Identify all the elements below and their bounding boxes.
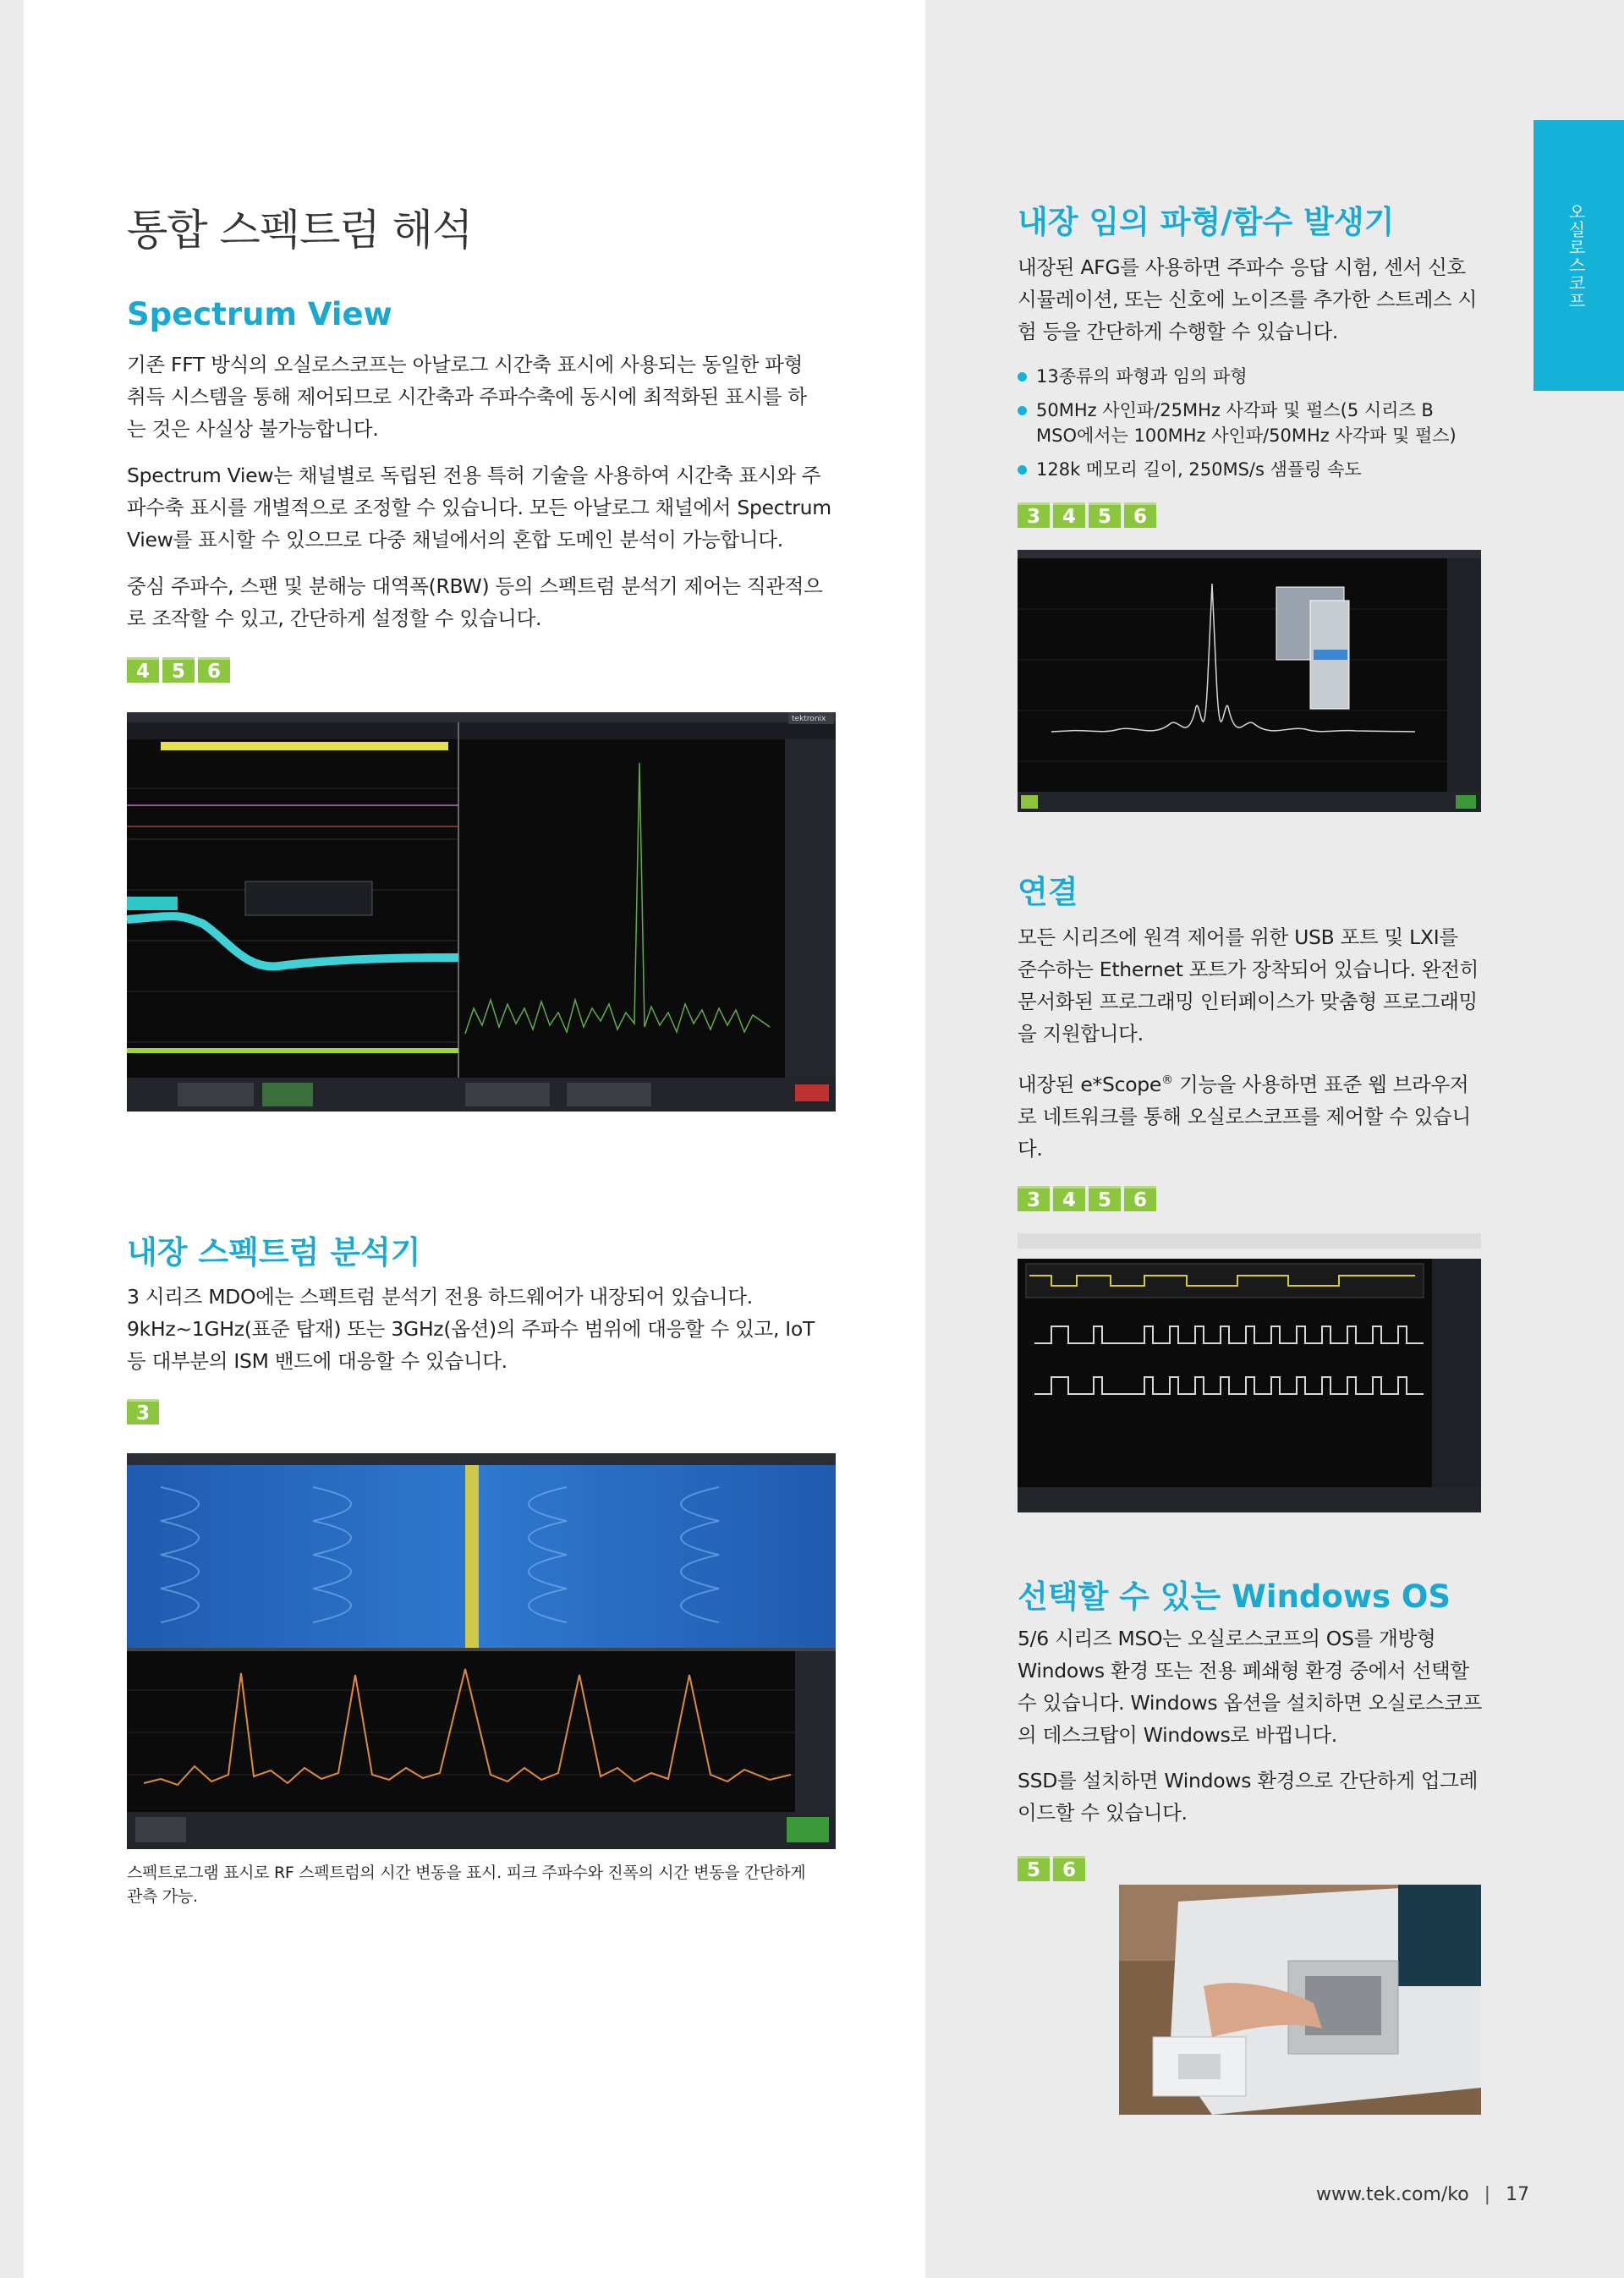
spectrum-view-paragraph-3	[127, 570, 871, 634]
connect-paragraph-2	[1018, 1064, 1491, 1165]
ssd-install-photo	[1119, 1885, 1481, 2115]
list-item-text: MSO에서는 100MHz 사인파/50MHz 사각파 및 펄스)	[1036, 425, 1457, 446]
section-tab-label: 오실로스코프	[1566, 203, 1586, 310]
windows-paragraph-1	[1018, 1622, 1491, 1751]
footer-divider: |	[1484, 2184, 1491, 2205]
footer-url[interactable]: www.tek.com/ko	[1316, 2184, 1469, 2205]
series-badge: 4	[1053, 1186, 1085, 1211]
tektronix-logo: tektronix	[792, 715, 826, 723]
registered-mark: ®	[1161, 1073, 1173, 1087]
connect-heading: 연결	[1018, 874, 1078, 910]
text-line: 다.	[1018, 1136, 1043, 1161]
text-line: 로 조작할 수 있고, 간단하게 설정할 수 있습니다.	[127, 607, 542, 630]
series-badges	[127, 657, 230, 683]
text-line: 험 등을 간단하게 수행할 수 있습니다.	[1018, 320, 1339, 343]
text-fragment: 내장된 e*Scope	[1018, 1072, 1162, 1096]
page-title: 통합 스펙트럼 해석	[127, 206, 473, 255]
list-item-text: 50MHz 사인파/25MHz 사각파 및 펄스(5 시리즈 B	[1036, 400, 1434, 420]
text-line: 이드할 수 있습니다.	[1018, 1801, 1188, 1825]
list-item	[1018, 457, 1508, 482]
text-line: 시뮬레이션, 또는 신호에 노이즈를 추가한 스트레스 시	[1018, 288, 1478, 311]
series-badge: 5	[1089, 502, 1121, 528]
text-line: 9kHz~1GHz(표준 탑재) 또는 3GHz(옵션)의 주파수 범위에 대응할 수 있고, IoT	[127, 1317, 815, 1341]
analyzer-heading: 내장 스펙트럼 분석기	[127, 1234, 421, 1271]
list-item	[1018, 364, 1508, 389]
text-line: 모든 시리즈에 원격 제어를 위한 USB 포트 및 LXI를	[1018, 925, 1458, 949]
series-badge: 4	[1053, 502, 1085, 528]
text-line: 을 지원합니다.	[1018, 1022, 1144, 1046]
text-line: Spectrum View는 채널별로 독립된 전용 특허 기술을 사용하여 시간축 표시와 주	[127, 464, 821, 487]
text-line	[1018, 1064, 1491, 1101]
series-badge: 6	[198, 657, 230, 683]
series-badge: 6	[1053, 1856, 1085, 1881]
spectrum-view-heading: Spectrum View	[127, 296, 392, 332]
series-badge: 4	[127, 657, 159, 683]
series-badge: 5	[162, 657, 195, 683]
afg-paragraph	[1018, 251, 1491, 348]
text-line: 는 것은 사실상 불가능합니다.	[127, 417, 379, 441]
series-badge: 3	[127, 1399, 159, 1424]
series-badge: 5	[1018, 1856, 1050, 1881]
spectrogram-caption	[127, 1861, 871, 1908]
spectrum-view-paragraph-2	[127, 459, 871, 556]
text-line: 준수하는 Ethernet 포트가 장착되어 있습니다. 완전히	[1018, 958, 1479, 981]
text-line: SSD를 설치하면 Windows 환경으로 간단하게 업그레	[1018, 1769, 1479, 1792]
spectrum-view-paragraph-1	[127, 349, 871, 445]
text-line: View를 표시할 수 있으므로 다중 채널에서의 혼합 도메인 분석이 가능합니다.	[127, 528, 783, 552]
text-line: 내장된 AFG를 사용하면 주파수 응답 시험, 센서 신호	[1018, 255, 1466, 279]
page-number: 17	[1506, 2184, 1530, 2205]
text-line: 관측 가능.	[127, 1887, 198, 1906]
page-footer	[1316, 2184, 1529, 2205]
windows-paragraph-2	[1018, 1765, 1491, 1829]
section-tab	[1533, 120, 1624, 391]
left-page	[24, 0, 925, 2278]
text-line: 취득 시스템을 통해 제어되므로 시간축과 주파수축에 동시에 최적화된 표시를 하	[127, 385, 807, 409]
afg-feature-list	[1018, 364, 1508, 491]
series-badge: 5	[1089, 1186, 1121, 1211]
text-line: 문서화된 프로그래밍 인터페이스가 맞춤형 프로그래밍	[1018, 990, 1478, 1013]
list-item	[1018, 398, 1508, 448]
list-item-text: 13종류의 파형과 임의 파형	[1036, 366, 1248, 387]
connect-paragraph-1	[1018, 921, 1491, 1050]
escope-screenshot	[1018, 1233, 1481, 1512]
text-line: 파수축 표시를 개별적으로 조정할 수 있습니다. 모든 아날로그 채널에서 Spectrum	[127, 496, 831, 519]
series-badges	[1018, 1186, 1156, 1211]
series-badge: 6	[1124, 1186, 1156, 1211]
text-line: 중심 주파수, 스팬 및 분해능 대역폭(RBW) 등의 스펙트럼 분석기 제어는 직관적으	[127, 574, 823, 598]
series-badge: 3	[1018, 1186, 1050, 1211]
list-item-text: 128k 메모리 길이, 250MS/s 샘플링 속도	[1036, 459, 1362, 480]
afg-screenshot	[1018, 550, 1481, 812]
text-line: 3 시리즈 MDO에는 스펙트럼 분석기 전용 하드웨어가 내장되어 있습니다.	[127, 1285, 753, 1309]
series-badge: 6	[1124, 502, 1156, 528]
series-badge: 3	[1018, 502, 1050, 528]
text-line: 수 있습니다. Windows 옵션을 설치하면 오실로스코프	[1018, 1691, 1483, 1715]
text-line: 스펙트로그램 표시로 RF 스펙트럼의 시간 변동을 표시. 피크 주파수와 진폭의 시간 변동을 간단하게	[127, 1864, 806, 1882]
windows-heading: 선택할 수 있는 Windows OS	[1018, 1578, 1451, 1615]
afg-heading: 내장 임의 파형/함수 발생기	[1018, 204, 1395, 240]
text-line: 의 데스크탑이 Windows로 바뀝니다.	[1018, 1723, 1337, 1747]
analyzer-paragraph	[127, 1281, 871, 1377]
spectrogram-screenshot	[127, 1453, 836, 1849]
text-line: 기존 FFT 방식의 오실로스코프는 아날로그 시간축 표시에 사용되는 동일한 파형	[127, 353, 804, 376]
text-fragment: 기능을 사용하면 표준 웹 브라우저	[1172, 1072, 1469, 1096]
spectrum-view-screenshot	[127, 712, 836, 1112]
text-line: 5/6 시리즈 MSO는 오실로스코프의 OS를 개방형	[1018, 1627, 1436, 1650]
text-line: 로 네트워크를 통해 오실로스코프를 제어할 수 있습니	[1018, 1104, 1471, 1128]
text-line: 등 대부분의 ISM 밴드에 대응할 수 있습니다.	[127, 1349, 508, 1373]
series-badges	[127, 1399, 159, 1424]
text-line: Windows 환경 또는 전용 폐쇄형 환경 중에서 선택할	[1018, 1659, 1469, 1682]
series-badges	[1018, 1856, 1085, 1881]
series-badges	[1018, 502, 1156, 528]
